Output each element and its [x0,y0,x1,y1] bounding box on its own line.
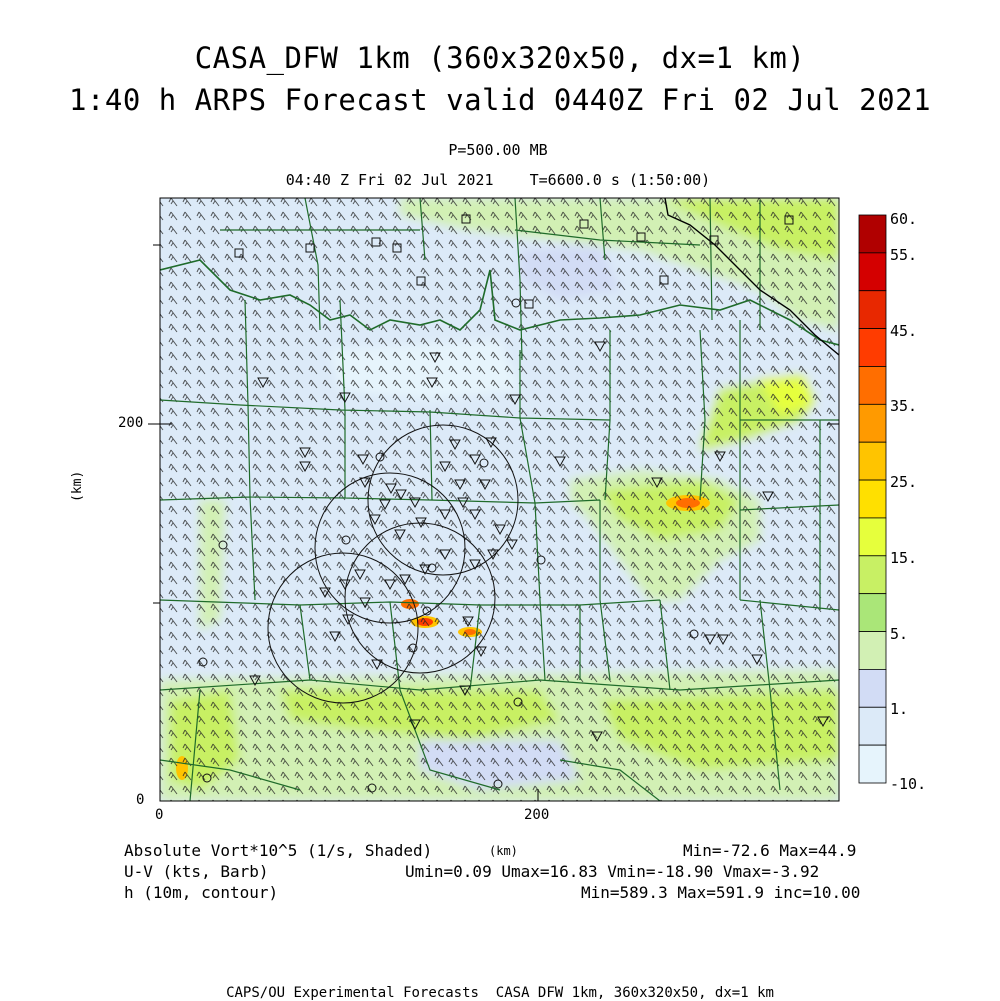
y-axis-label: (km) [70,470,85,502]
colorbar-label: 35. [890,397,918,415]
colorbar-label: 5. [890,625,909,643]
colorbar-swatch [859,215,886,253]
valid-time-subtitle: 04:40 Z Fri 02 Jul 2021 T=6600.0 s (1:50:00) [285,171,711,189]
colorbar-swatch [859,669,886,707]
colorbar-label: 25. [890,473,918,491]
colorbar-swatch [859,556,886,594]
y-tick-0: 0 [136,792,145,808]
colorbar-swatch [859,291,886,329]
colorbar-label: 55. [890,246,918,264]
colorbar-label: 60. [890,210,918,228]
height-legend-label: h (10m, contour) [124,883,279,902]
colorbar [859,215,886,783]
footer-credit: CAPS/OU Experimental Forecasts CASA DFW 1km, 360x320x50, dx=1 km [226,985,774,1001]
vorticity-legend-label: Absolute Vort*10^5 (1/s, Shaded) [124,841,433,860]
colorbar-label: -10. [890,775,927,793]
colorbar-label: 15. [890,549,918,567]
colorbar-swatch [859,253,886,291]
vorticity-stats: Min=-72.6 Max=44.9 [683,841,857,860]
plot-title-line2: 1:40 h ARPS Forecast valid 0440Z Fri 02 Jul 2021 [68,83,932,117]
x-tick-0: 0 [155,807,164,823]
wind-stats: Umin=0.09 Umax=16.83 Vmin=-18.90 Vmax=-3.92 [405,862,820,881]
plot-title-line1: CASA_DFW 1km (360x320x50, dx=1 km) [194,41,806,75]
colorbar-swatch [859,518,886,556]
wind-barbs [160,198,839,801]
colorbar-swatch [859,745,886,783]
colorbar-swatch [859,442,886,480]
height-stats: Min=589.3 Max=591.9 inc=10.00 [581,883,861,902]
colorbar-swatch [859,366,886,404]
colorbar-label: 1. [890,700,909,718]
pressure-level-label: P=500.00 MB [448,141,548,159]
colorbar-swatch [859,480,886,518]
colorbar-swatch [859,594,886,632]
colorbar-swatch [859,404,886,442]
colorbar-label: 45. [890,322,918,340]
colorbar-swatch [859,707,886,745]
y-tick-200: 200 [118,415,144,431]
colorbar-swatch [859,632,886,670]
vorticity-shading [160,198,839,801]
colorbar-swatch [859,329,886,367]
wind-legend-label: U-V (kts, Barb) [124,862,269,881]
x-axis-label: (km) [489,844,518,858]
x-tick-200: 200 [524,807,550,823]
